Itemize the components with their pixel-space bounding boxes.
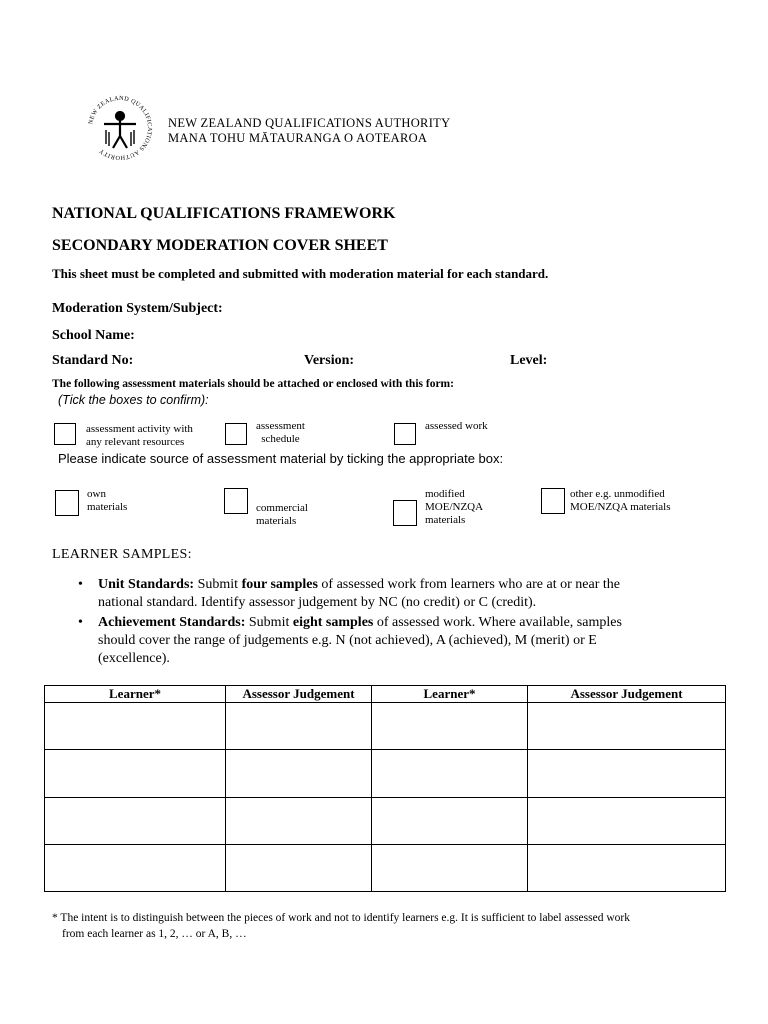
judgement-cell[interactable] [528,703,726,750]
judgement-cell[interactable] [226,844,372,891]
intro-text: This sheet must be completed and submitted with moderation material for each standard. [52,266,549,281]
bullet-icon: • [78,615,83,630]
other-materials-checkbox[interactable] [541,488,565,514]
judgement-cell[interactable] [528,750,726,797]
assessment-schedule-label: assessment schedule [256,420,305,445]
judgement-cell[interactable] [528,844,726,891]
judgement-cell[interactable] [226,797,372,844]
table-row [45,750,726,797]
commercial-materials-checkbox[interactable] [224,488,248,514]
learner-judgement-table [44,685,726,892]
other-materials-label: other e.g. unmodified MOE/NZQA materials [570,488,671,513]
modified-materials-checkbox[interactable] [393,500,417,526]
modified-materials-label: modified MOE/NZQA materials [425,488,484,526]
bullet-icon: • [78,577,83,592]
activity-resources-checkbox[interactable] [54,423,76,445]
judgement-cell[interactable] [528,797,726,844]
footnote: * The intent is to distinguish between the pieces of work and not to identify learners e.g. It is sufficient to label assessed work from each learner as 1, 2, … or A, B, … [52,912,630,940]
learner-cell[interactable] [45,797,226,844]
version-field-label: Version: [304,353,355,368]
cover-sheet-title: SECONDARY MODERATION COVER SHEET [52,237,388,254]
learner-column-header: Learner* [372,686,528,703]
assessor-judgement-column-header: Assessor Judgement [226,686,372,703]
assessment-schedule-checkbox[interactable] [225,423,247,445]
framework-title: NATIONAL QUALIFICATIONS FRAMEWORK [52,205,396,222]
learner-cell[interactable] [45,750,226,797]
learner-samples-heading: LEARNER SAMPLES: [52,547,192,562]
subject-field-label: Moderation System/Subject: [52,301,223,316]
learner-cell[interactable] [372,703,528,750]
learner-cell[interactable] [372,844,528,891]
own-materials-checkbox[interactable] [55,490,79,516]
commercial-materials-label: commercial materials [256,502,308,527]
learner-cell[interactable] [372,797,528,844]
learner-samples-list [52,576,732,668]
materials-heading: The following assessment materials should be attached or enclosed with this form: [52,378,454,390]
learner-cell[interactable] [45,703,226,750]
achievement-standards-item: • Achievement Standards: Submit eight samples of assessed work. Where available, samples should cover the range of judgements e.g. N (not achieved), A (achieved), M (merit) or E (excellence). [78,615,622,666]
org-name-maori: MANA TOHU MĀTAURANGA O AOTEAROA [168,131,428,145]
judgement-cell[interactable] [226,750,372,797]
nzqa-logo [84,92,156,164]
activity-resources-label: assessment activity with any relevant resources [86,423,193,448]
materials-hint: (Tick the boxes to confirm): [58,393,209,407]
school-name-field-label: School Name: [52,328,135,343]
logo-ring-text: NEW ZEALAND QUALIFICATIONS AUTHORITY [87,94,154,162]
level-field-label: Level: [510,353,548,368]
source-prompt: Please indicate source of assessment material by ticking the appropriate box: [58,451,504,466]
unit-standards-item: • Unit Standards: Submit four samples of assessed work from learners who are at or near the national standard. Identify assessor judgement by NC (no credit) or C (credit). [78,577,620,610]
judgement-cell[interactable] [226,703,372,750]
table-row [45,797,726,844]
table-header-row [45,686,726,703]
assessed-work-checkbox[interactable] [394,423,416,445]
learner-cell[interactable] [372,750,528,797]
table-row [45,844,726,891]
learner-cell[interactable] [45,844,226,891]
own-materials-label: own materials [87,488,128,513]
table-row [45,703,726,750]
assessor-judgement-column-header: Assessor Judgement [528,686,726,703]
learner-column-header: Learner* [45,686,226,703]
assessed-work-label: assessed work [425,420,488,432]
standard-number-field-label: Standard No: [52,353,134,368]
org-name-english: NEW ZEALAND QUALIFICATIONS AUTHORITY [168,116,451,130]
